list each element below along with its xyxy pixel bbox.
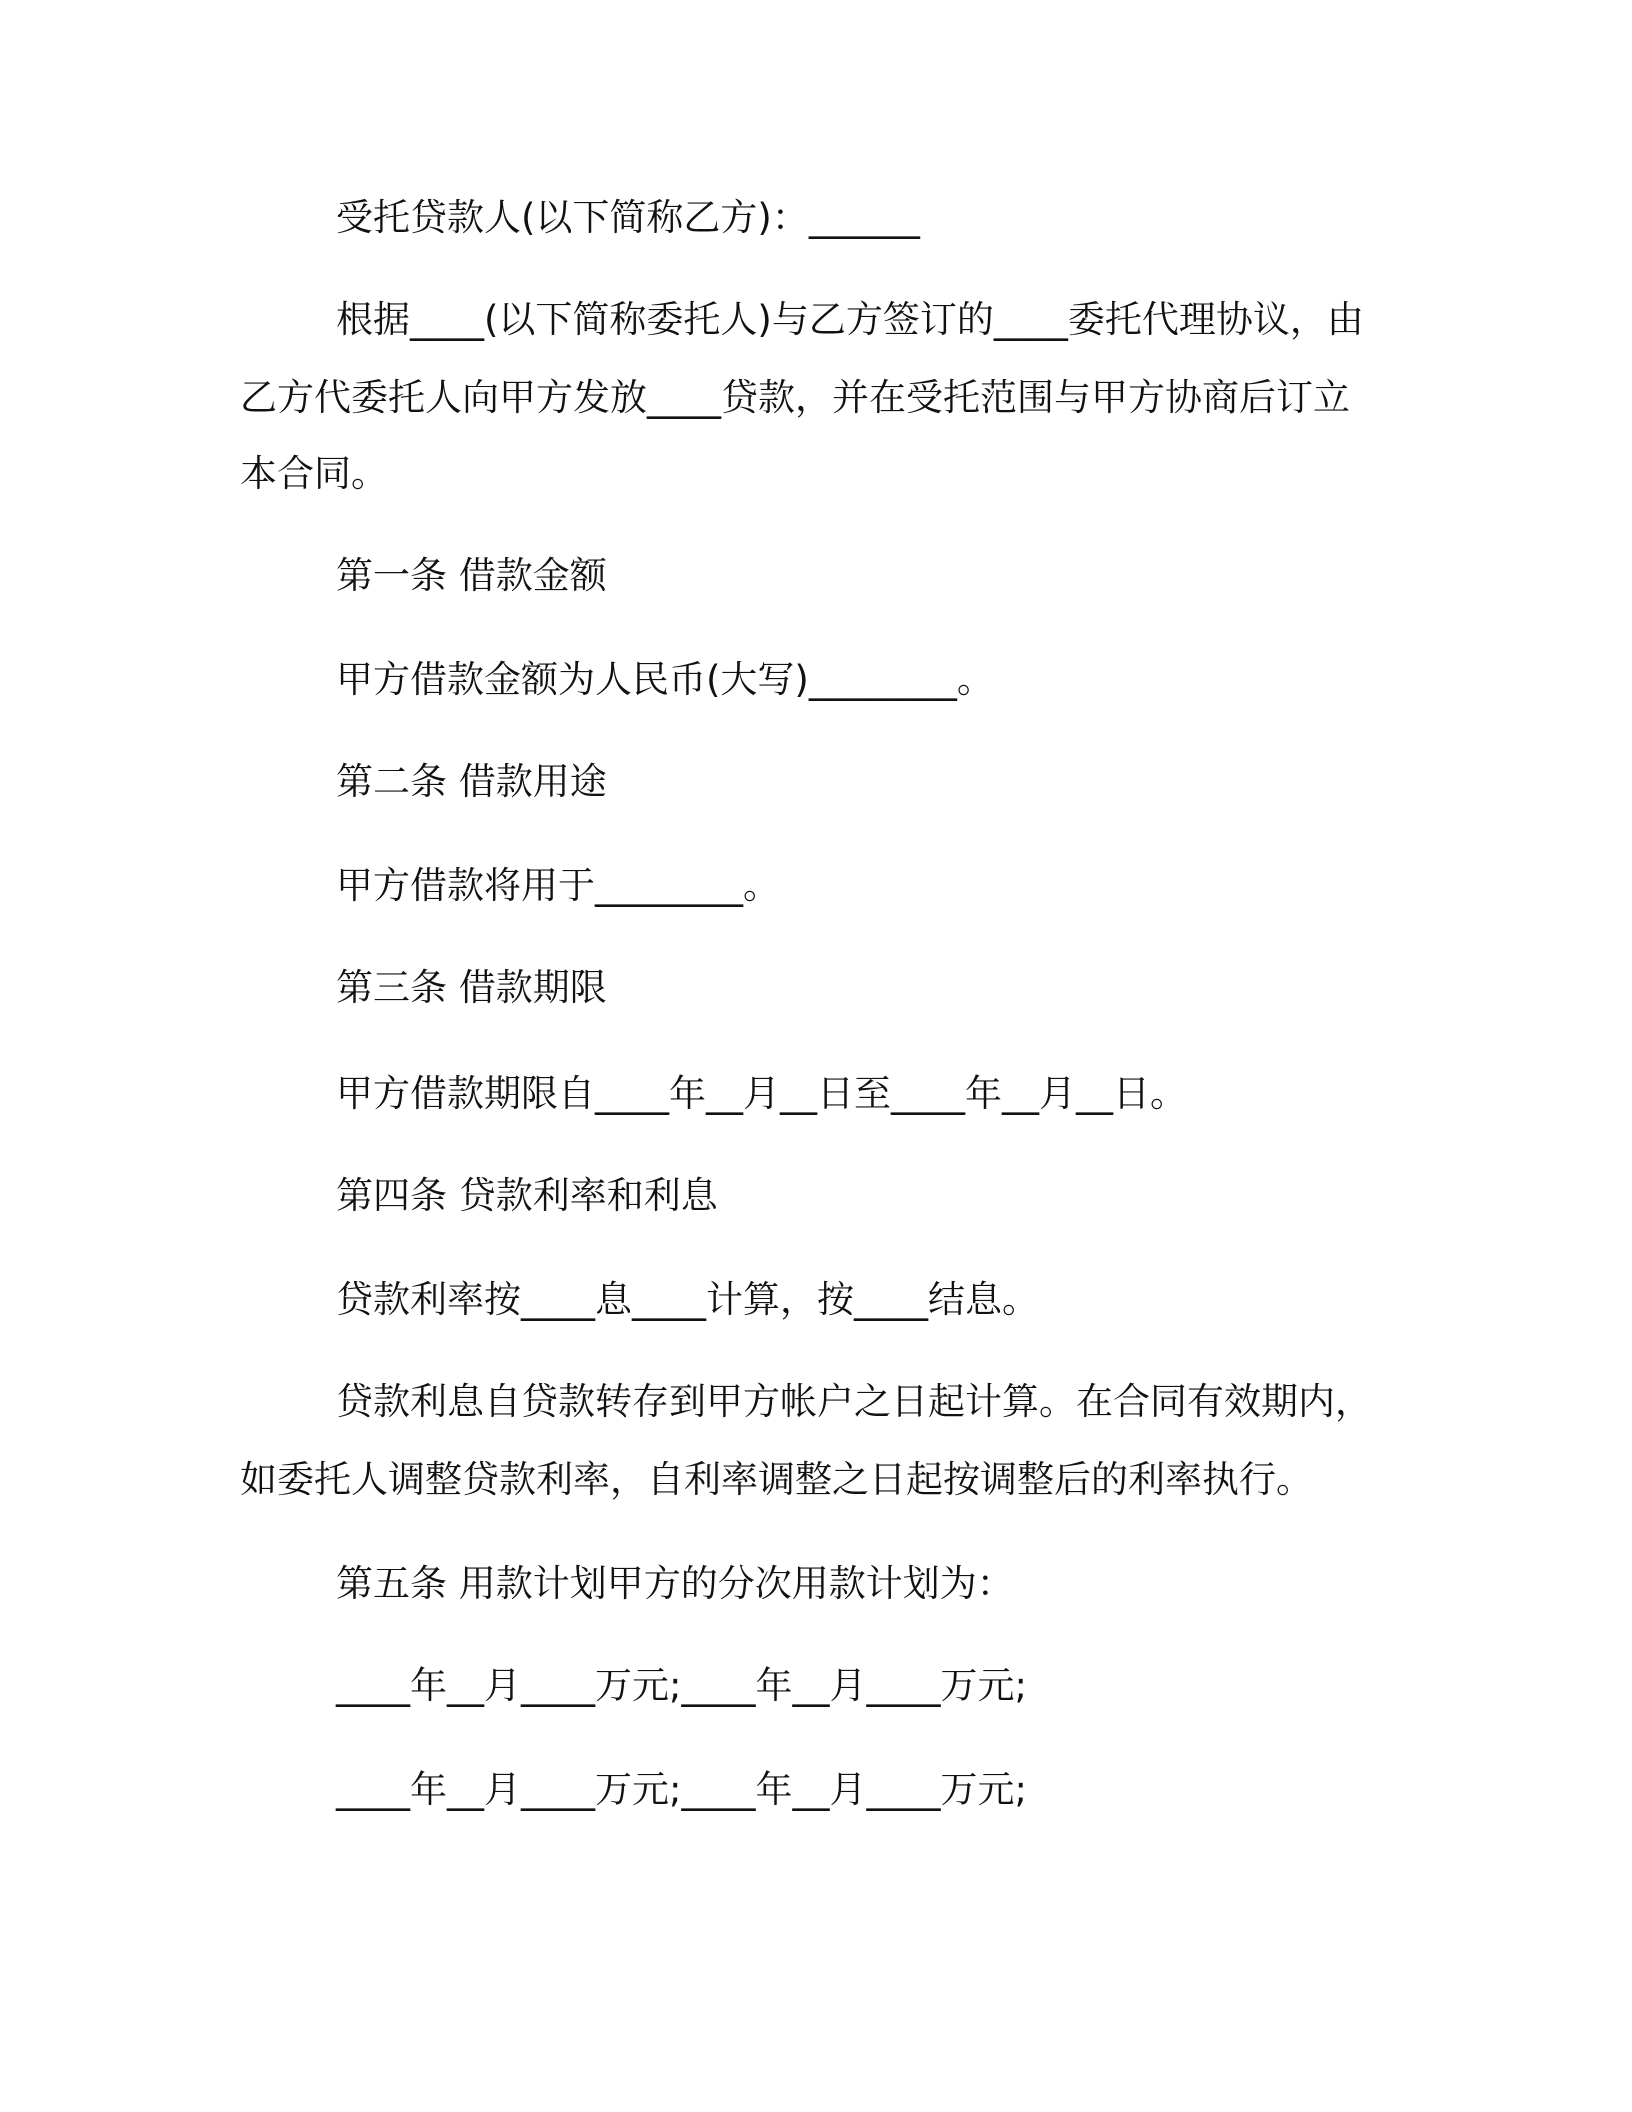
article-2-heading: 第二条 借款用途	[336, 760, 607, 803]
trustee-lender-line: 受托贷款人(以下简称乙方)：______	[336, 196, 920, 239]
article-4-rate-line: 贷款利率按____息____计算，按____结息。	[336, 1278, 1039, 1321]
article-4-interest-line-2: 如委托人调整贷款利率，自利率调整之日起按调整后的利率执行。	[240, 1458, 1313, 1501]
article-3-heading: 第三条 借款期限	[336, 966, 607, 1009]
article-5-heading: 第五条 用款计划甲方的分次用款计划为：	[336, 1562, 1014, 1605]
article-4-heading: 第四条 贷款利率和利息	[336, 1174, 718, 1217]
article-5-plan-line-2: ____年__月____万元;____年__月____万元;	[336, 1768, 1027, 1811]
intro-paragraph-line-3: 本合同。	[240, 452, 388, 495]
article-5-plan-line-1: ____年__月____万元;____年__月____万元;	[336, 1664, 1027, 1707]
article-1-heading: 第一条 借款金额	[336, 554, 607, 597]
article-1-body: 甲方借款金额为人民币(大写)________。	[336, 658, 994, 701]
article-4-interest-line-1: 贷款利息自贷款转存到甲方帐户之日起计算。在合同有效期内，	[336, 1380, 1372, 1423]
article-2-body: 甲方借款将用于________。	[336, 864, 780, 907]
intro-paragraph-line-2: 乙方代委托人向甲方发放____贷款，并在受托范围与甲方协商后订立	[240, 376, 1350, 419]
intro-paragraph-line-1: 根据____(以下简称委托人)与乙方签订的____委托代理协议，由	[336, 298, 1364, 341]
article-3-body: 甲方借款期限自____年__月__日至____年__月__日。	[336, 1072, 1187, 1115]
